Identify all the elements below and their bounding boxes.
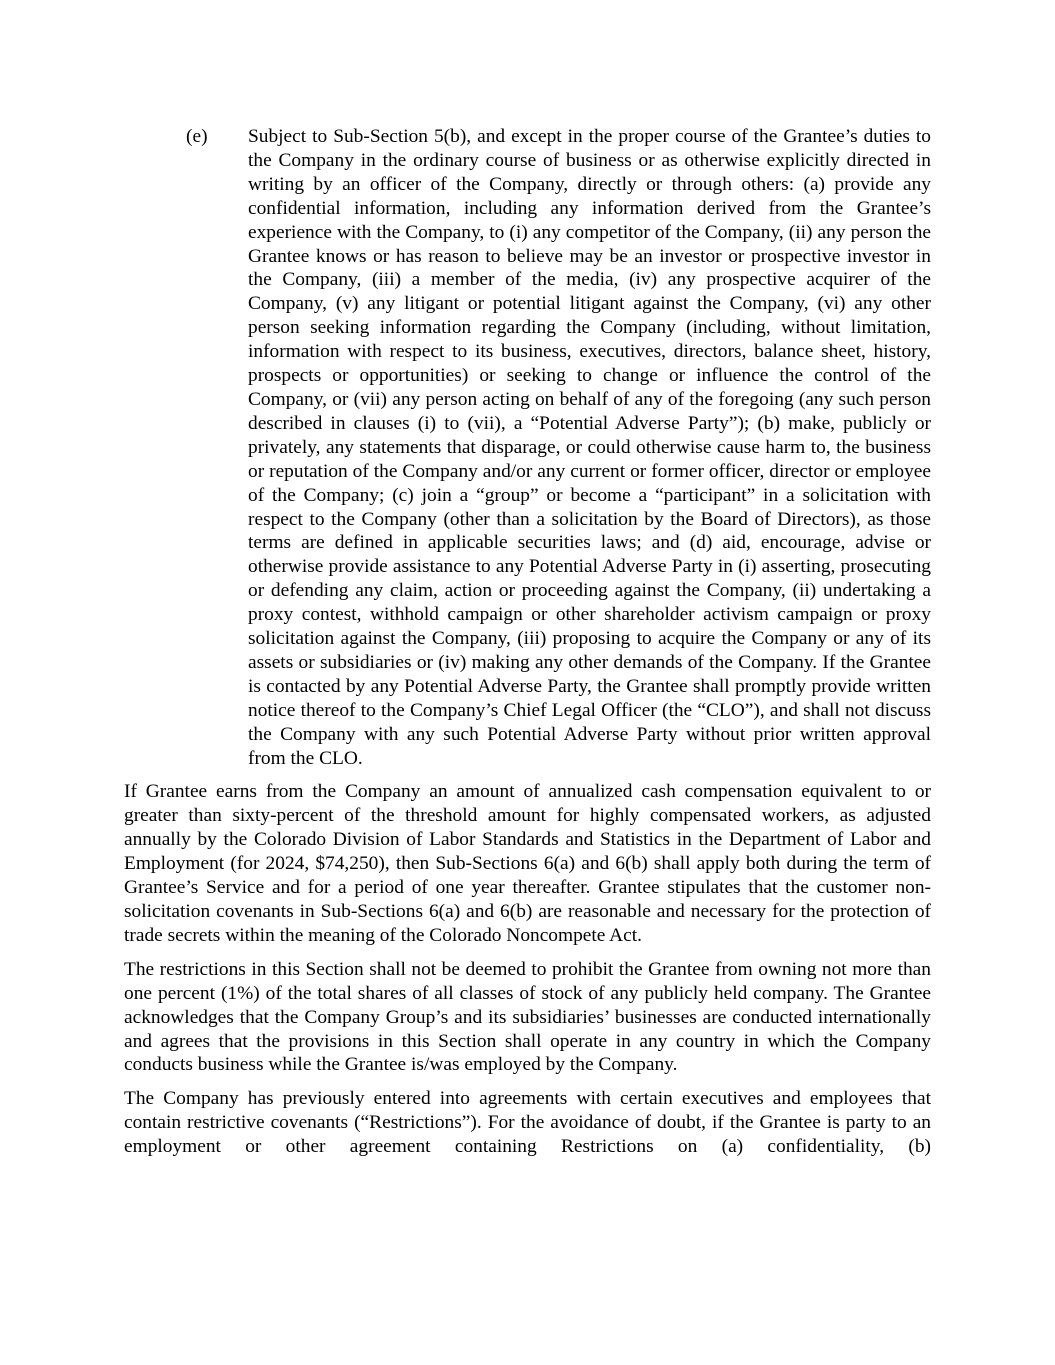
paragraph-restrictions-ownership: The restrictions in this Section shall not be deemed to prohibit the Grantee from owning not more than one percent (1%) of the total shares of all classes of stock of any publicly held company. The Grantee acknowledges that the Company Group’s and its subsidiaries’ businesses are conducted internationally and agrees that the provisions in this Section shall operate in any country in which the Company conducts business while the Grantee is/was employed by the Company. [124, 958, 931, 1076]
subsection-e-text: Subject to Sub-Section 5(b), and except in the proper course of the Grantee’s duties to the Company in the ordinary course of business or as otherwise explicitly directed in writing by an officer of the Company, directly or through others: (a) provide any confidential information, including any information derived from the Grantee’s experience with the Company, to (i) any competitor of the Company, (ii) any person the Grantee knows or has reason to believe may be an investor or prospective investor in the Company, (iii) a member of the media, (iv) any prospective acquirer of the Company, (v) any litigant or potential litigant against the Company, (vi) any other person seeking information regarding the Company (including, without limitation, information with respect to its business, executives, directors, balance sheet, history, prospects or opportunities) or seeking to change or influence the control of the Company, or (vii) any person acting on behalf of any of the foregoing (any such person described in clauses (i) to (vii), a “Potential Adverse Party”); (b) make, publicly or privately, any statements that disparage, or could otherwise cause harm to, the business or reputation of the Company and/or any current or former officer, director or employee of the Company; (c) join a “group” or become a “participant” in a solicitation with respect to the Company (other than a solicitation by the Board of Directors), as those terms are defined in applicable securities laws; and (d) aid, encourage, advise or otherwise provide assistance to any Potential Adverse Party in (i) asserting, prosecuting or defending any claim, action or proceeding against the Company, (ii) undertaking a proxy contest, withhold campaign or other shareholder activism campaign or proxy solicitation against the Company, (iii) proposing to acquire the Company or any of its assets or subsidiaries or (iv) making any other demands of the Company. If the Grantee is contacted by any Potential Adverse Party, the Grantee shall promptly provide written notice thereof to the Company’s Chief Legal Officer (the “CLO”), and shall not discuss the Company with any such Potential Adverse Party without prior written approval from the CLO. [248, 126, 931, 769]
paragraph-prior-agreements: The Company has previously entered into agreements with certain executives and employees that contain restrictive covenants (“Restrictions”). For the avoidance of doubt, if the Grantee is party to an employment or other agreement containing Restrictions on (a) confidentiality, (b) [124, 1088, 931, 1158]
subsection-e-label: (e) [186, 126, 208, 147]
document-page [124, 125, 931, 1159]
subsection-e [124, 125, 931, 770]
paragraph-colorado-compensation: If Grantee earns from the Company an amount of annualized cash compensation equivalent to or greater than sixty-percent of the threshold amount for highly compensated workers, as adjusted annually by the Colorado Division of Labor Standards and Statistics in the Department of Labor and Employment (for 2024, $74,250), then Sub-Sections 6(a) and 6(b) shall apply both during the term of Grantee’s Service and for a period of one year thereafter. Grantee stipulates that the customer non-solicitation covenants in Sub-Sections 6(a) and 6(b) are reasonable and necessary for the protection of trade secrets within the meaning of the Colorado Noncompete Act. [124, 781, 931, 946]
